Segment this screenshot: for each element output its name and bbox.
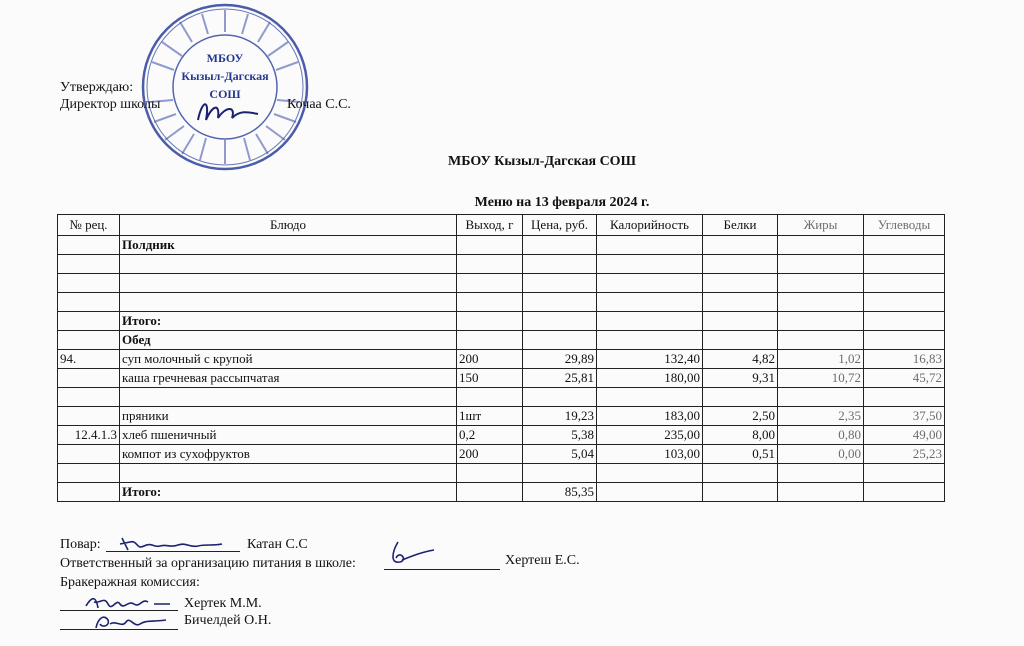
- col-header-yield: Выход, г: [457, 215, 523, 236]
- section-row-obed: [58, 331, 945, 350]
- table-row: [58, 350, 945, 369]
- director-name: Кочаа С.С.: [287, 97, 351, 112]
- cell-dish: суп молочный с крупой: [120, 350, 457, 369]
- cell-rec: [58, 369, 120, 388]
- cell-rec: 12.4.1.3: [58, 426, 120, 445]
- cell-price: 5,38: [523, 426, 597, 445]
- member2-signature: [92, 612, 172, 632]
- menu-title: Меню на 13 февраля 2024 г.: [474, 195, 650, 210]
- col-header-price: Цена, руб.: [523, 215, 597, 236]
- cell-carbs: 16,83: [864, 350, 945, 369]
- section-row-poldnik: [58, 236, 945, 255]
- cook-name: Катан С.С: [247, 537, 308, 552]
- stamp-org: МБОУ: [206, 51, 244, 65]
- table-row: [58, 426, 945, 445]
- responsible-label: Ответственный за организацию питания в школе:: [60, 556, 356, 571]
- cell-kcal: 103,00: [597, 445, 703, 464]
- school-stamp: [140, 2, 310, 172]
- table-row: [58, 255, 945, 274]
- cell-dish: хлеб пшеничный: [120, 426, 457, 445]
- col-header-dish: Блюдо: [120, 215, 457, 236]
- col-header-kcal: Калорийность: [597, 215, 703, 236]
- commission-label: Бракеражная комиссия:: [60, 575, 200, 590]
- cell-protein: 9,31: [703, 369, 778, 388]
- cell-carbs: 25,23: [864, 445, 945, 464]
- cell-carbs: 45,72: [864, 369, 945, 388]
- cell-dish: каша гречневая рассыпчатая: [120, 369, 457, 388]
- cell-rec: [58, 445, 120, 464]
- cell-dish: компот из сухофруктов: [120, 445, 457, 464]
- menu-table: [57, 214, 945, 502]
- table-row: [58, 369, 945, 388]
- cell-rec: [58, 407, 120, 426]
- section-title-poldnik: Полдник: [120, 236, 457, 255]
- cell-protein: 4,82: [703, 350, 778, 369]
- cell-fat: 0,00: [778, 445, 864, 464]
- member1-name: Хертек М.М.: [184, 596, 262, 611]
- col-header-protein: Белки: [703, 215, 778, 236]
- table-row: [58, 293, 945, 312]
- cell-kcal: 183,00: [597, 407, 703, 426]
- responsible-name: Хертеш Е.С.: [505, 553, 580, 568]
- cell-price: 29,89: [523, 350, 597, 369]
- cook-label: Повар:: [60, 537, 101, 552]
- cell-carbs: 49,00: [864, 426, 945, 445]
- cell-yield: 1шт: [457, 407, 523, 426]
- table-row: [58, 274, 945, 293]
- table-header-row: [58, 215, 945, 236]
- table-row: [58, 388, 945, 407]
- cell-kcal: 180,00: [597, 369, 703, 388]
- cell-yield: 200: [457, 445, 523, 464]
- total-label-poldnik: Итого:: [120, 312, 457, 331]
- section-title-obed: Обед: [120, 331, 457, 350]
- cell-fat: 0,80: [778, 426, 864, 445]
- cell-dish: пряники: [120, 407, 457, 426]
- responsible-signature: [388, 538, 438, 568]
- cell-fat: 2,35: [778, 407, 864, 426]
- director-line: Директор школы: [60, 97, 161, 112]
- cell-yield: 200: [457, 350, 523, 369]
- total-row-obed: [58, 483, 945, 502]
- member1-signature: [84, 592, 174, 614]
- cell-fat: 1,02: [778, 350, 864, 369]
- cell-fat: 10,72: [778, 369, 864, 388]
- member2-name: Бичелдей О.Н.: [184, 613, 272, 628]
- cell-kcal: 132,40: [597, 350, 703, 369]
- cell-carbs: 37,50: [864, 407, 945, 426]
- table-row: [58, 445, 945, 464]
- cell-protein: 0,51: [703, 445, 778, 464]
- cell-kcal: 235,00: [597, 426, 703, 445]
- total-price-obed: 85,35: [523, 483, 597, 502]
- table-row: [58, 407, 945, 426]
- responsible-signature-line: [384, 569, 500, 570]
- stamp-name: Кызыл-Дагская: [181, 69, 269, 83]
- cell-protein: 8,00: [703, 426, 778, 445]
- director-signature: [198, 104, 258, 120]
- cell-yield: 150: [457, 369, 523, 388]
- col-header-rec: № рец.: [58, 215, 120, 236]
- approve-label: Утверждаю:: [60, 80, 134, 95]
- total-label-obed: Итого:: [120, 483, 457, 502]
- cell-price: 5,04: [523, 445, 597, 464]
- cook-signature: [118, 534, 228, 554]
- table-row: [58, 464, 945, 483]
- col-header-carbs: Углеводы: [864, 215, 945, 236]
- cell-rec: 94.: [58, 350, 120, 369]
- cell-yield: 0,2: [457, 426, 523, 445]
- cell-protein: 2,50: [703, 407, 778, 426]
- cell-price: 19,23: [523, 407, 597, 426]
- school-title: МБОУ Кызыл-Дагская СОШ: [448, 154, 636, 169]
- stamp-suffix: СОШ: [209, 87, 241, 101]
- cell-price: 25,81: [523, 369, 597, 388]
- total-row-poldnik: [58, 312, 945, 331]
- col-header-fat: Жиры: [778, 215, 864, 236]
